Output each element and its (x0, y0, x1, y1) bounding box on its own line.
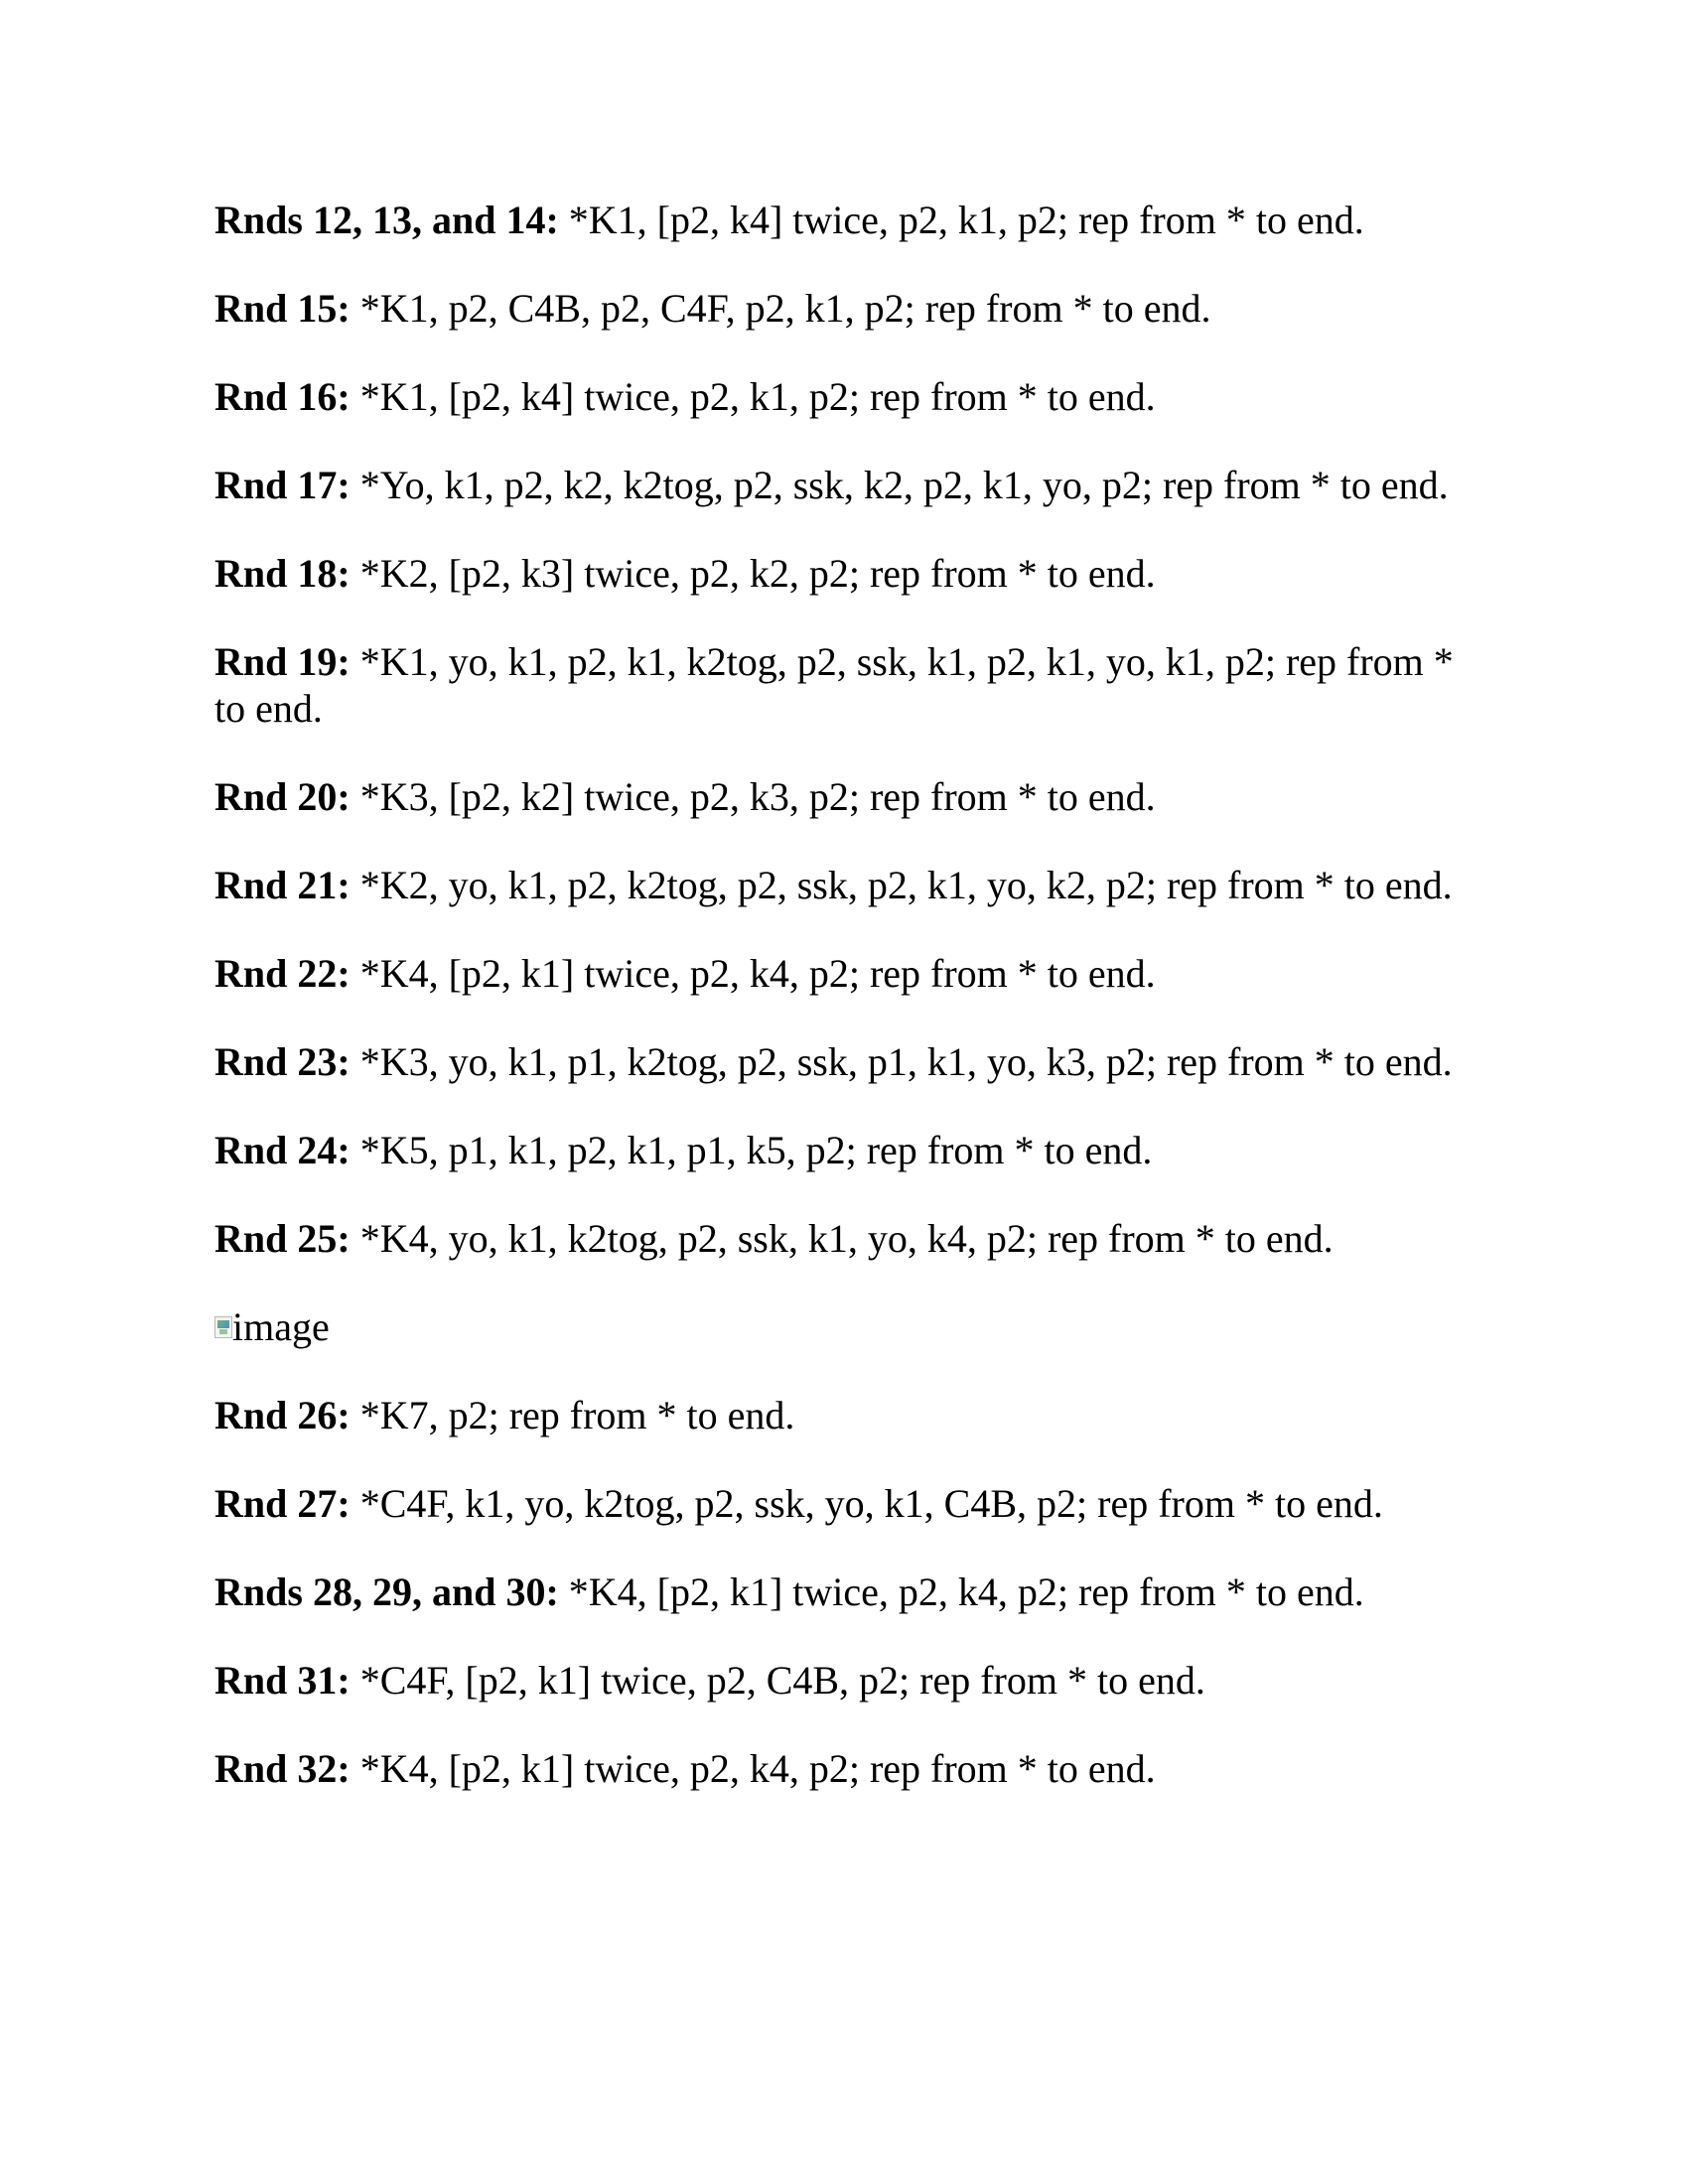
broken-image-icon (214, 1316, 232, 1338)
round-25 (214, 1215, 1476, 1262)
round-16 (214, 373, 1476, 420)
round-21 (214, 862, 1476, 908)
round-26 (214, 1392, 1476, 1438)
round-instruction: *K4, [p2, k1] twice, p2, k4, p2; rep from * to end. (350, 1746, 1156, 1791)
round-23 (214, 1038, 1476, 1085)
round-18 (214, 550, 1476, 597)
round-32 (214, 1745, 1476, 1792)
round-22 (214, 950, 1476, 997)
round-instruction: *K2, [p2, k3] twice, p2, k2, p2; rep from * to end. (350, 551, 1156, 596)
round-instruction: *K5, p1, k1, p2, k1, p1, k5, p2; rep from * to end. (350, 1128, 1153, 1172)
round-label: Rnd 24: (214, 1128, 351, 1172)
round-instruction: *K1, yo, k1, p2, k1, k2tog, p2, ssk, k1, p2, k1, yo, k1, p2; rep from * to end. (214, 639, 1454, 731)
round-instruction: *K4, yo, k1, k2tog, p2, ssk, k1, yo, k4, p2; rep from * to end. (350, 1216, 1334, 1261)
image-alt-text: image (232, 1304, 330, 1349)
round-instruction: *K4, [p2, k1] twice, p2, k4, p2; rep from * to end. (558, 1570, 1364, 1614)
round-label: Rnd 27: (214, 1481, 351, 1526)
round-label: Rnd 26: (214, 1393, 351, 1437)
round-20 (214, 773, 1476, 820)
round-label: Rnds 28, 29, and 30: (214, 1570, 559, 1614)
round-15 (214, 285, 1476, 332)
round-instruction: *K3, [p2, k2] twice, p2, k3, p2; rep from * to end. (350, 774, 1156, 819)
round-instruction: *K1, [p2, k4] twice, p2, k1, p2; rep from * to end. (558, 198, 1364, 242)
round-label: Rnd 18: (214, 551, 351, 596)
round-label: Rnd 23: (214, 1039, 351, 1084)
round-instruction: *K1, [p2, k4] twice, p2, k1, p2; rep from * to end. (350, 374, 1156, 419)
broken-image (214, 1303, 1476, 1350)
round-label: Rnd 17: (214, 463, 351, 507)
round-19 (214, 638, 1476, 732)
round-label: Rnds 12, 13, and 14: (214, 198, 559, 242)
round-instruction: *C4F, k1, yo, k2tog, p2, ssk, yo, k1, C4B, p2; rep from * to end. (350, 1481, 1383, 1526)
round-label: Rnd 31: (214, 1658, 351, 1703)
round-12-14 (214, 197, 1476, 243)
round-instruction: *K7, p2; rep from * to end. (350, 1393, 795, 1437)
round-label: Rnd 20: (214, 774, 351, 819)
round-17 (214, 462, 1476, 508)
round-label: Rnd 21: (214, 863, 351, 907)
round-label: Rnd 25: (214, 1216, 351, 1261)
round-label: Rnd 15: (214, 286, 351, 331)
round-label: Rnd 19: (214, 639, 351, 684)
round-instruction: *K2, yo, k1, p2, k2tog, p2, ssk, p2, k1, yo, k2, p2; rep from * to end. (350, 863, 1453, 907)
document-page (214, 197, 1476, 1834)
round-label: Rnd 22: (214, 951, 351, 996)
round-instruction: *Yo, k1, p2, k2, k2tog, p2, ssk, k2, p2, k1, yo, p2; rep from * to end. (350, 463, 1449, 507)
round-31 (214, 1657, 1476, 1704)
round-24 (214, 1127, 1476, 1173)
round-28-30 (214, 1569, 1476, 1615)
round-instruction: *K1, p2, C4B, p2, C4F, p2, k1, p2; rep from * to end. (350, 286, 1211, 331)
round-label: Rnd 32: (214, 1746, 351, 1791)
round-instruction: *K4, [p2, k1] twice, p2, k4, p2; rep from * to end. (350, 951, 1156, 996)
round-label: Rnd 16: (214, 374, 351, 419)
round-instruction: *C4F, [p2, k1] twice, p2, C4B, p2; rep from * to end. (350, 1658, 1205, 1703)
round-instruction: *K3, yo, k1, p1, k2tog, p2, ssk, p1, k1, yo, k3, p2; rep from * to end. (350, 1039, 1453, 1084)
round-27 (214, 1480, 1476, 1527)
